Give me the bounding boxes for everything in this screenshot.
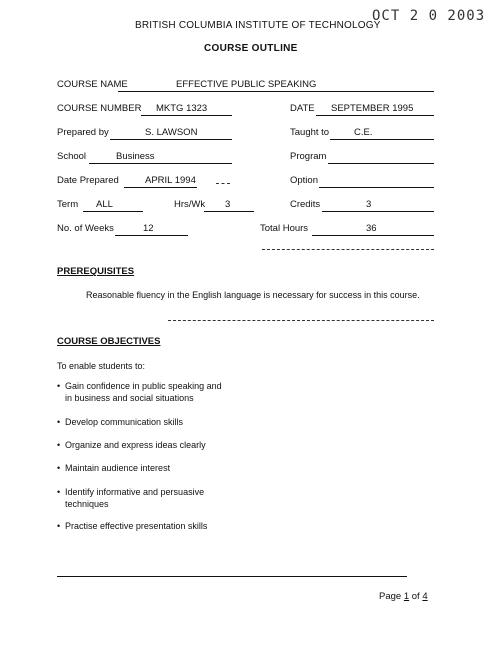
received-date-stamp: OCT 2 0 2003 xyxy=(372,8,486,24)
course-number-label: COURSE NUMBER xyxy=(57,103,142,114)
prepared-by-value: S. LAWSON xyxy=(145,127,198,138)
prepared-by-label: Prepared by xyxy=(57,127,109,138)
objective-item: • Develop communication skills xyxy=(57,417,184,427)
course-name-value: EFFECTIVE PUBLIC SPEAKING xyxy=(176,79,317,90)
objective-item: • Organize and express ideas clearly xyxy=(57,440,206,450)
date-prepared-value: APRIL 1994 xyxy=(145,175,196,186)
prerequisites-heading: PREREQUISITES xyxy=(57,266,135,277)
footer-rule xyxy=(57,576,407,577)
page-number: Page 1 of 4 xyxy=(379,591,428,602)
total-hours-value: 36 xyxy=(366,223,377,234)
objective-item: • Identify informative and persuasive xyxy=(57,487,205,497)
objectives-intro: To enable students to: xyxy=(57,361,146,371)
document-title: COURSE OUTLINE xyxy=(204,43,298,54)
divider xyxy=(262,249,434,250)
objectives-heading: COURSE OBJECTIVES xyxy=(57,336,161,347)
date-prepared-label: Date Prepared xyxy=(57,175,119,186)
total-hours-label: Total Hours xyxy=(260,223,309,234)
date-value: SEPTEMBER 1995 xyxy=(331,103,414,114)
weeks-value: 12 xyxy=(143,223,154,234)
objective-item-continued: techniques xyxy=(65,499,109,509)
objective-item: • Gain confidence in public speaking and xyxy=(57,381,222,391)
objective-item-continued: in business and social situations xyxy=(65,393,194,403)
credits-label: Credits xyxy=(290,199,321,210)
institution-name: BRITISH COLUMBIA INSTITUTE OF TECHNOLOGY xyxy=(135,20,381,31)
school-label: School xyxy=(57,151,87,162)
program-label: Program xyxy=(290,151,327,162)
taught-to-label: Taught to xyxy=(290,127,330,138)
course-name-label: COURSE NAME xyxy=(57,79,128,90)
option-label: Option xyxy=(290,175,318,186)
course-number-value: MKTG 1323 xyxy=(156,103,208,114)
hrs-wk-value: 3 xyxy=(225,199,231,210)
weeks-label: No. of Weeks xyxy=(57,223,114,234)
school-value: Business xyxy=(116,151,155,162)
objective-item: • Practise effective presentation skills xyxy=(57,521,208,531)
taught-to-value: C.E. xyxy=(354,127,373,138)
hrs-wk-label: Hrs/Wk xyxy=(174,199,206,210)
term-label: Term xyxy=(57,199,79,210)
date-label: DATE xyxy=(290,103,315,114)
objective-item: • Maintain audience interest xyxy=(57,463,171,473)
prerequisites-text: Reasonable fluency in the English language is necessary for success in this course. xyxy=(86,290,420,300)
credits-value: 3 xyxy=(366,199,372,210)
term-value: ALL xyxy=(96,199,113,210)
divider xyxy=(168,320,434,321)
